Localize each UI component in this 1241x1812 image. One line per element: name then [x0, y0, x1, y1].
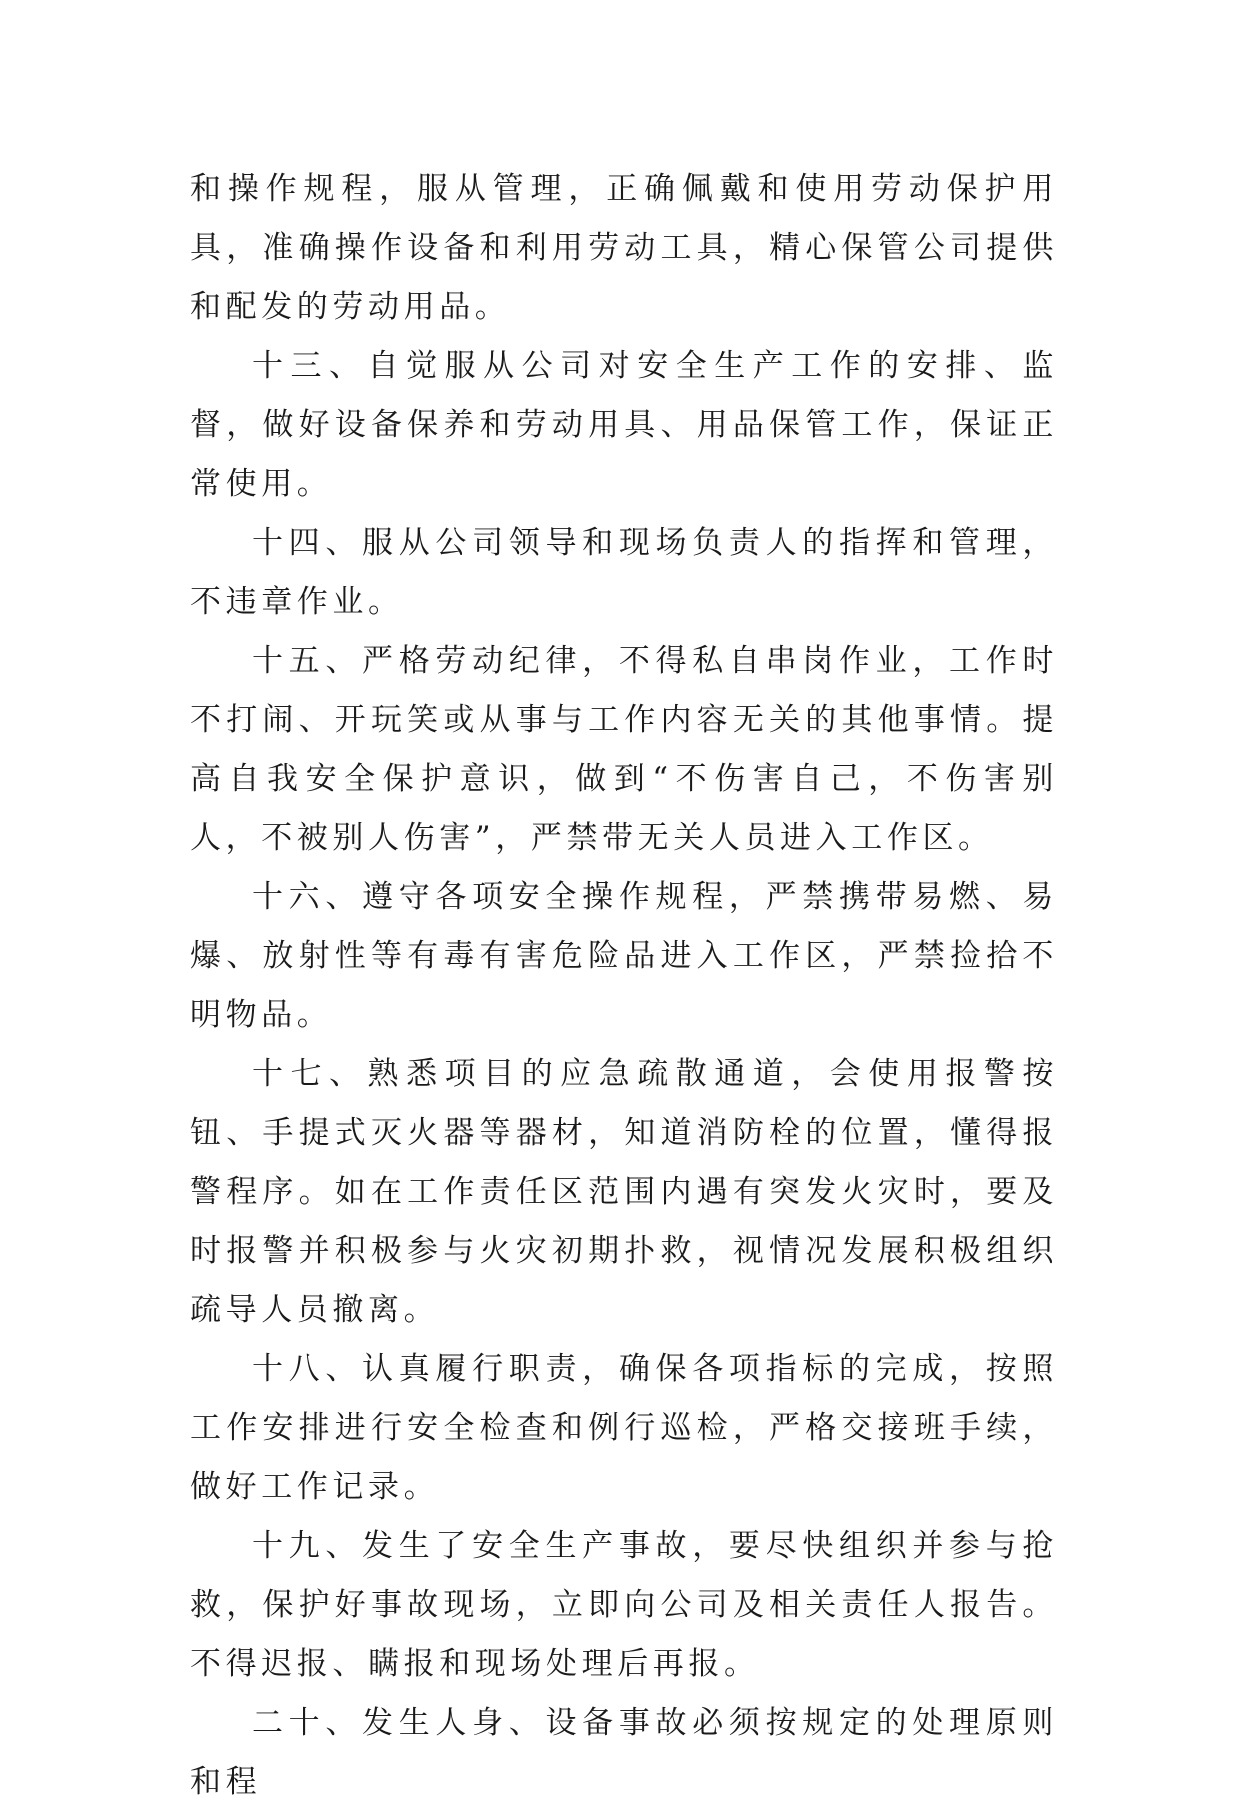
- document-body: [190, 160, 1058, 1812]
- paragraph-item-14: 十四、服从公司领导和现场负责人的指挥和管理，不违章作业。: [190, 525, 1058, 620]
- paragraph-item-20: 二十、发生人身、设备事故必须按规定的处理原则和程: [190, 1705, 1058, 1800]
- paragraph-item-15: 十五、严格劳动纪律，不得私自串岗作业，工作时不打闹、开玩笑或从事与工作内容无关的其他事情。提高自我安全保护意识，做到“不伤害自己，不伤害别人，不被别人伤害”，严禁带无关人员进入工作区。: [190, 643, 1058, 856]
- paragraph-item-19: 十九、发生了安全生产事故，要尽快组织并参与抢救，保护好事故现场，立即向公司及相关责任人报告。不得迟报、瞒报和现场处理后再报。: [190, 1528, 1058, 1682]
- paragraph-continuation: 和操作规程，服从管理，正确佩戴和使用劳动保护用具，准确操作设备和利用劳动工具，精心保管公司提供和配发的劳动用品。: [190, 171, 1058, 325]
- paragraph-item-17: 十七、熟悉项目的应急疏散通道，会使用报警按钮、手提式灭火器等器材，知道消防栓的位置，懂得报警程序。如在工作责任区范围内遇有突发火灾时，要及时报警并积极参与火灾初期扑救，视情况发展积极组织疏导人员撤离。: [190, 1056, 1058, 1328]
- paragraph-item-16: 十六、遵守各项安全操作规程，严禁携带易燃、易爆、放射性等有毒有害危险品进入工作区，严禁捡拾不明物品。: [190, 879, 1058, 1033]
- paragraph-item-13: 十三、自觉服从公司对安全生产工作的安排、监督，做好设备保养和劳动用具、用品保管工作，保证正常使用。: [190, 348, 1058, 502]
- paragraph-item-18: 十八、认真履行职责，确保各项指标的完成，按照工作安排进行安全检查和例行巡检，严格交接班手续，做好工作记录。: [190, 1351, 1058, 1505]
